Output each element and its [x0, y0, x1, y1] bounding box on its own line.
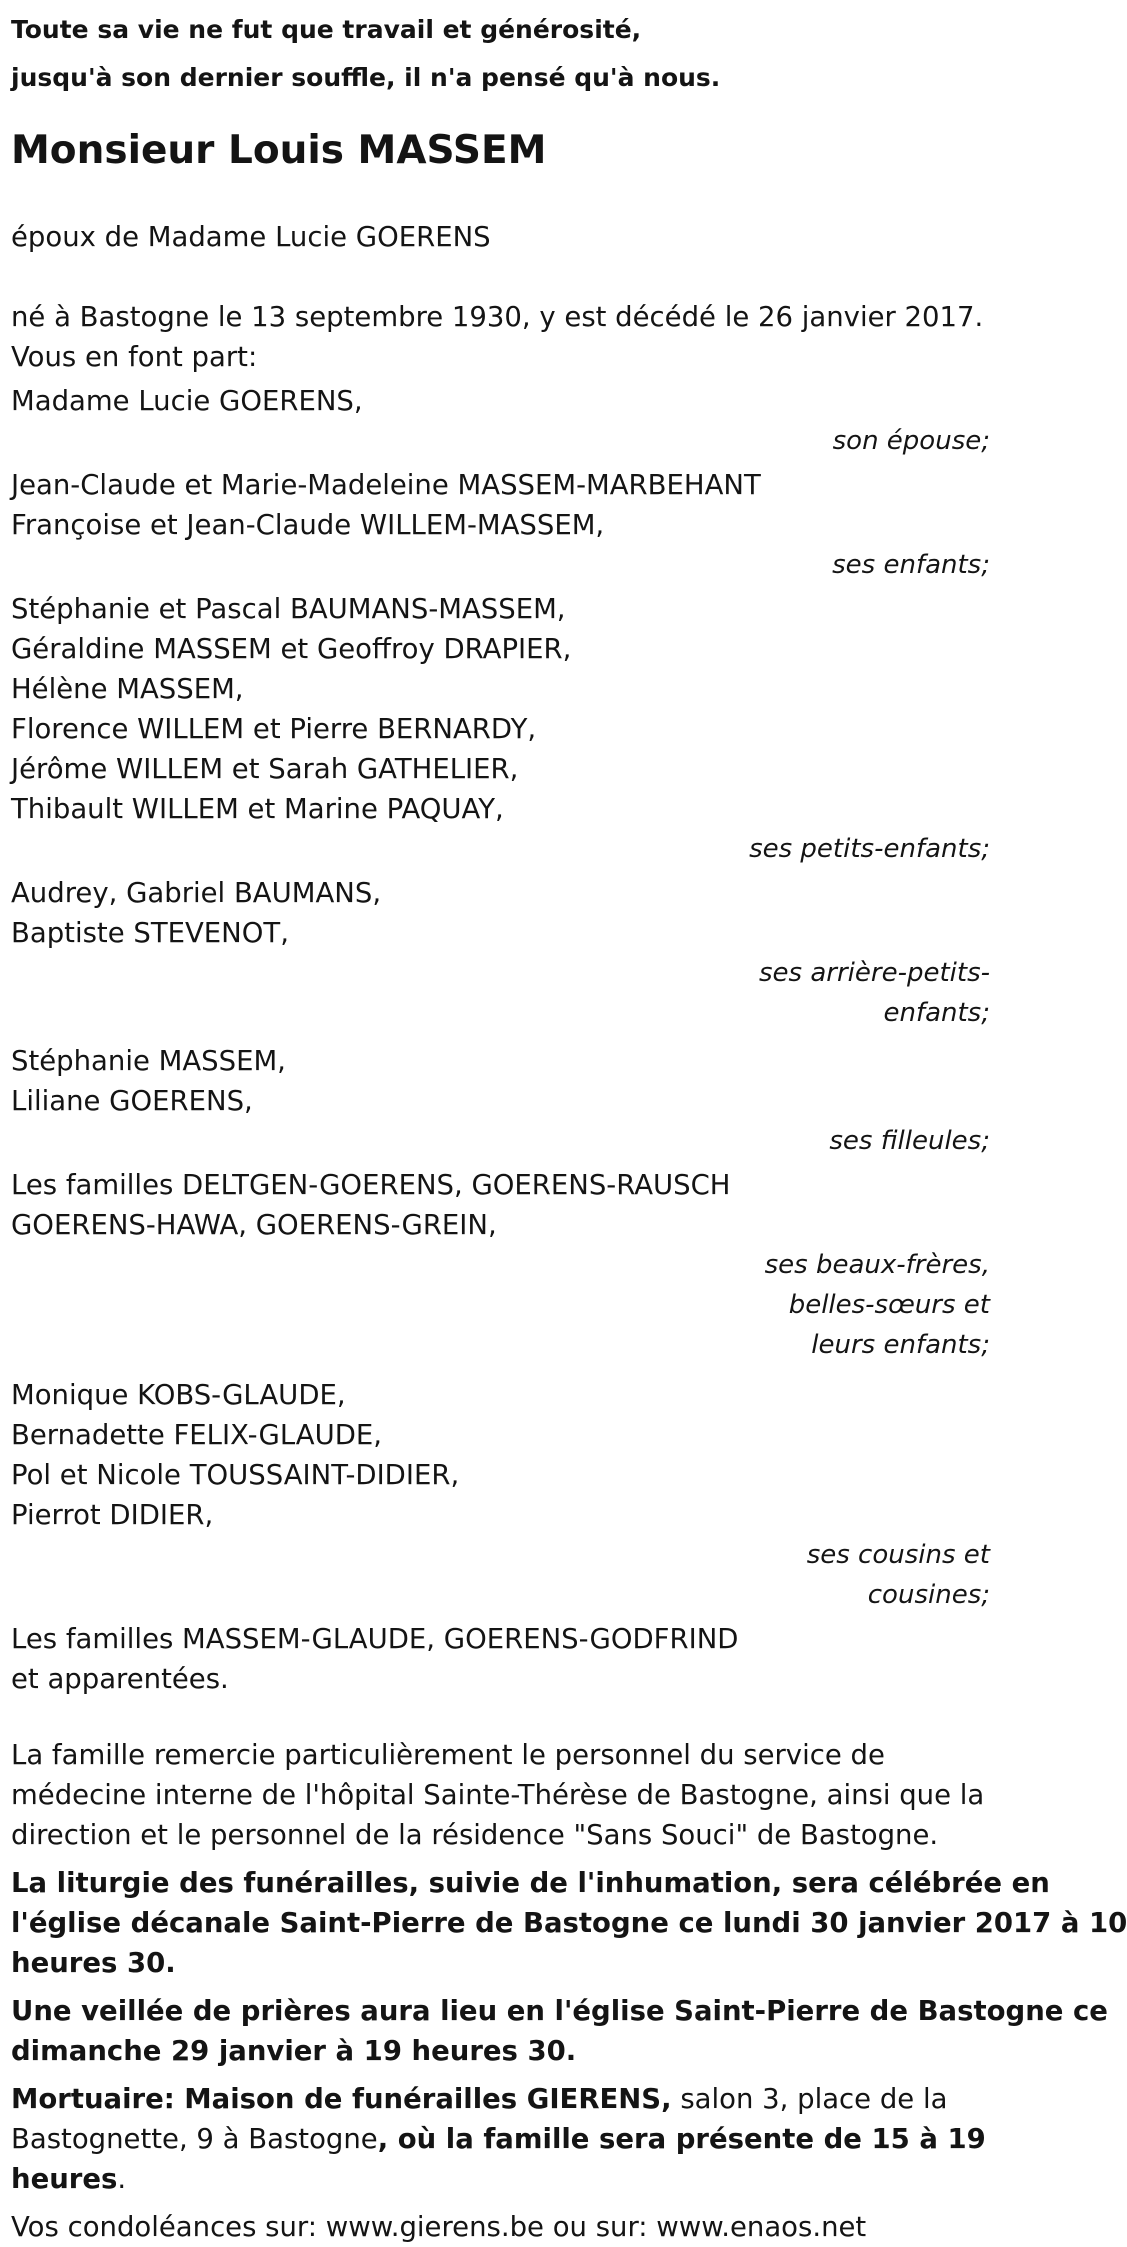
- relation-label: ses arrière-petits- enfants;: [759, 958, 990, 1028]
- relation-label: son épouse;: [832, 426, 990, 456]
- presence-hours: , où la famille sera présente de 15 à 19: [377, 2123, 986, 2155]
- spouse-line: époux de Madame Lucie GOERENS: [11, 221, 491, 253]
- mortuary-label: Mortuaire: Maison de funérailles GIERENS,: [11, 2083, 672, 2115]
- epigraph-line: Toute sa vie ne fut que travail et générosité,: [11, 15, 642, 44]
- vigil-paragraph: [11, 1991, 1108, 2071]
- condolences-line: Vos condoléances sur: www.gierens.be ou sur: www.enaos.net: [11, 2211, 867, 2243]
- vigil-line: Une veillée de prières aura lieu en l'église Saint-Pierre de Bastogne ce: [11, 1995, 1108, 2027]
- mourner-name: Stéphanie et Pascal BAUMANS-MASSEM,: [11, 593, 566, 625]
- announce-line: Vous en font part:: [11, 341, 258, 373]
- mourner-name: GOERENS-HAWA, GOERENS-GREIN,: [11, 1209, 497, 1241]
- mourners-group-in-laws: [11, 1165, 990, 1365]
- liturgy-line: heures 30.: [11, 1947, 176, 1979]
- mourners-group-cousins: [11, 1375, 990, 1615]
- mourners-group-goddaughters: [11, 1041, 990, 1161]
- mourner-name: Jean-Claude et Marie-Madeleine MASSEM-MARBEHANT: [11, 469, 761, 501]
- relation-label: ses filleules;: [829, 1126, 990, 1156]
- mourner-name: Liliane GOERENS,: [11, 1085, 253, 1117]
- mortuary-address: Bastognette, 9 à Bastogne: [11, 2123, 378, 2155]
- mourner-name: Monique KOBS-GLAUDE,: [11, 1379, 346, 1411]
- mourner-name: Baptiste STEVENOT,: [11, 917, 289, 949]
- deceased-name-title: Monsieur Louis MASSEM: [11, 128, 547, 173]
- thanks-line: médecine interne de l'hôpital Sainte-Thérèse de Bastogne, ainsi que la: [11, 1779, 985, 1811]
- families-line: [11, 1619, 990, 1699]
- birth-death-line: né à Bastogne le 13 septembre 1930, y est décédé le 26 janvier 2017.: [11, 301, 984, 333]
- families-text: et apparentées.: [11, 1663, 229, 1695]
- mourner-name: Stéphanie MASSEM,: [11, 1045, 286, 1077]
- mourner-name: Les familles DELTGEN-GOERENS, GOERENS-RAUSCH: [11, 1169, 731, 1201]
- relation-label: ses petits-enfants;: [749, 834, 990, 864]
- vigil-line: dimanche 29 janvier à 19 heures 30.: [11, 2035, 577, 2067]
- thanks-paragraph: [11, 1735, 990, 1855]
- mourner-name: Audrey, Gabriel BAUMANS,: [11, 877, 382, 909]
- mourners-group-children: [11, 465, 990, 585]
- epigraph: [11, 6, 990, 102]
- families-text: Les familles MASSEM-GLAUDE, GOERENS-GODFRIND: [11, 1623, 739, 1655]
- mourner-name: Géraldine MASSEM et Geoffroy DRAPIER,: [11, 633, 572, 665]
- liturgy-paragraph: [11, 1863, 1127, 1983]
- mourner-name: Madame Lucie GOERENS,: [11, 385, 363, 417]
- thanks-line: direction et le personnel de la résidence "Sans Souci" de Bastogne.: [11, 1819, 939, 1851]
- mortuary-paragraph: [11, 2079, 990, 2199]
- relation-label: ses cousins et cousines;: [806, 1540, 990, 1610]
- presence-hours: heures: [11, 2163, 118, 2195]
- relation-label: ses enfants;: [832, 550, 990, 580]
- epigraph-line: jusqu'à son dernier souffle, il n'a pensé qu'à nous.: [11, 63, 721, 92]
- relation-label: ses beaux-frères, belles-sœurs et leurs enfants;: [764, 1250, 990, 1360]
- mourner-name: Hélène MASSEM,: [11, 673, 244, 705]
- mourners-group-spouse: [11, 381, 990, 461]
- mourner-name: Florence WILLEM et Pierre BERNARDY,: [11, 713, 537, 745]
- liturgy-line: l'église décanale Saint-Pierre de Bastogne ce lundi 30 janvier 2017 à 10: [11, 1907, 1127, 1939]
- mourner-name: Bernadette FELIX-GLAUDE,: [11, 1419, 383, 1451]
- mourner-name: Thibault WILLEM et Marine PAQUAY,: [11, 793, 504, 825]
- mortuary-address: salon 3, place de la: [671, 2083, 948, 2115]
- mourner-name: Françoise et Jean-Claude WILLEM-MASSEM,: [11, 509, 605, 541]
- obituary-notice: [11, 6, 1127, 2247]
- liturgy-line: La liturgie des funérailles, suivie de l'inhumation, sera célébrée en: [11, 1867, 1050, 1899]
- mourner-name: Pol et Nicole TOUSSAINT-DIDIER,: [11, 1459, 460, 1491]
- mourners-group-great-grandchildren: [11, 873, 990, 1033]
- thanks-line: La famille remercie particulièrement le personnel du service de: [11, 1739, 885, 1771]
- period: .: [117, 2163, 127, 2195]
- mourners-group-grandchildren: [11, 589, 990, 869]
- mourner-name: Jérôme WILLEM et Sarah GATHELIER,: [11, 753, 519, 785]
- mourner-name: Pierrot DIDIER,: [11, 1499, 214, 1531]
